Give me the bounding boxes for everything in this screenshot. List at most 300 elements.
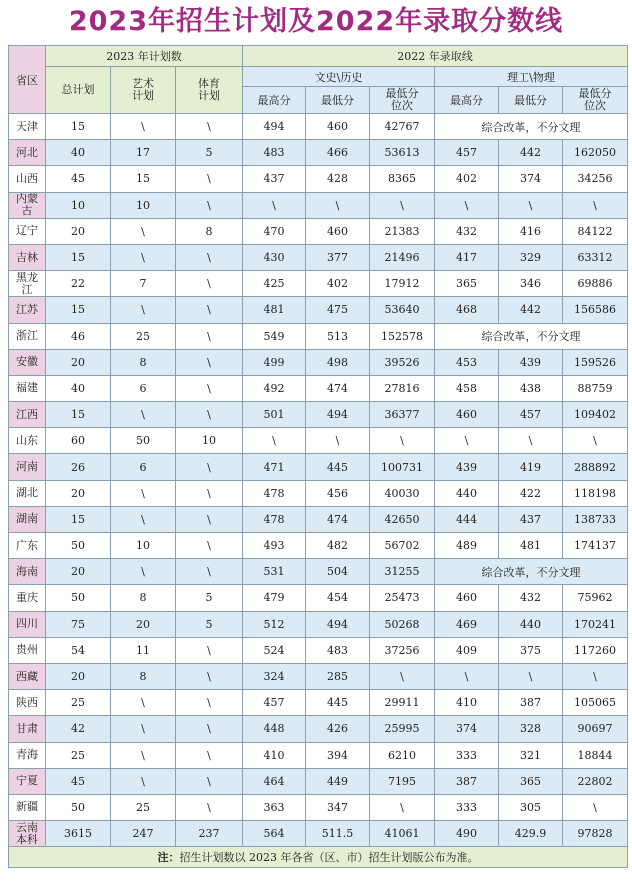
humanities-rank-cell: 37256 bbox=[370, 637, 435, 663]
sports-plan-cell: \ bbox=[176, 297, 243, 323]
science-rank-cell: 90697 bbox=[563, 716, 628, 742]
humanities-max-cell: 493 bbox=[243, 533, 306, 559]
science-max-cell: 374 bbox=[435, 716, 499, 742]
humanities-rank-cell: 42650 bbox=[370, 506, 435, 532]
humanities-rank-cell: 6210 bbox=[370, 742, 435, 768]
province-cell: 福建 bbox=[9, 375, 46, 401]
table-row bbox=[9, 297, 628, 323]
total-plan-cell: 46 bbox=[46, 323, 111, 349]
humanities-rank-cell: 7195 bbox=[370, 768, 435, 794]
province-cell: 安徽 bbox=[9, 349, 46, 375]
humanities-rank-cell: 27816 bbox=[370, 375, 435, 401]
science-max-cell: 432 bbox=[435, 218, 499, 244]
art-plan-cell: \ bbox=[111, 559, 176, 585]
province-cell: 海南 bbox=[9, 559, 46, 585]
table-row bbox=[9, 192, 628, 218]
humanities-min-cell: 460 bbox=[306, 114, 370, 140]
province-cell: 广东 bbox=[9, 533, 46, 559]
humanities-min-cell: 426 bbox=[306, 716, 370, 742]
table-row bbox=[9, 271, 628, 297]
table-row bbox=[9, 559, 628, 585]
science-min-cell: 438 bbox=[499, 375, 563, 401]
humanities-rank-cell: 25995 bbox=[370, 716, 435, 742]
sports-plan-cell: 5 bbox=[176, 585, 243, 611]
humanities-max-cell: 448 bbox=[243, 716, 306, 742]
total-plan-cell: 3615 bbox=[46, 821, 111, 847]
science-rank-cell: 156586 bbox=[563, 297, 628, 323]
humanities-rank-cell: 21496 bbox=[370, 244, 435, 270]
province-cell: 甘肃 bbox=[9, 716, 46, 742]
science-min-cell: 328 bbox=[499, 716, 563, 742]
science-min-cell: \ bbox=[499, 428, 563, 454]
sports-plan-cell: 5 bbox=[176, 611, 243, 637]
header-s-max: 最高分 bbox=[435, 87, 499, 114]
humanities-rank-cell: 100731 bbox=[370, 454, 435, 480]
science-rank-cell: 97828 bbox=[563, 821, 628, 847]
province-cell: 辽宁 bbox=[9, 218, 46, 244]
table-row bbox=[9, 821, 628, 847]
science-max-cell: 365 bbox=[435, 271, 499, 297]
table-row bbox=[9, 218, 628, 244]
art-plan-cell: \ bbox=[111, 506, 176, 532]
sports-plan-cell: \ bbox=[176, 480, 243, 506]
science-max-cell: \ bbox=[435, 663, 499, 689]
humanities-rank-cell: 56702 bbox=[370, 533, 435, 559]
total-plan-cell: 20 bbox=[46, 663, 111, 689]
art-plan-cell: 20 bbox=[111, 611, 176, 637]
humanities-rank-cell: 31255 bbox=[370, 559, 435, 585]
science-min-cell: 432 bbox=[499, 585, 563, 611]
total-plan-cell: 15 bbox=[46, 297, 111, 323]
humanities-max-cell: 410 bbox=[243, 742, 306, 768]
science-min-cell: 437 bbox=[499, 506, 563, 532]
humanities-max-cell: 425 bbox=[243, 271, 306, 297]
science-rank-cell: 69886 bbox=[563, 271, 628, 297]
humanities-min-cell: 494 bbox=[306, 611, 370, 637]
humanities-rank-cell: 40030 bbox=[370, 480, 435, 506]
humanities-min-cell: \ bbox=[306, 192, 370, 218]
table-row bbox=[9, 637, 628, 663]
science-min-cell: 375 bbox=[499, 637, 563, 663]
humanities-rank-cell: 41061 bbox=[370, 821, 435, 847]
sports-plan-cell: \ bbox=[176, 349, 243, 375]
total-plan-cell: 25 bbox=[46, 742, 111, 768]
art-plan-cell: \ bbox=[111, 716, 176, 742]
sports-plan-cell: \ bbox=[176, 244, 243, 270]
header-science: 理工\物理 bbox=[435, 67, 628, 87]
humanities-max-cell: 437 bbox=[243, 166, 306, 192]
science-min-cell: 457 bbox=[499, 402, 563, 428]
total-plan-cell: 22 bbox=[46, 271, 111, 297]
table-row bbox=[9, 402, 628, 428]
province-cell: 陕西 bbox=[9, 690, 46, 716]
total-plan-cell: 20 bbox=[46, 480, 111, 506]
sports-plan-cell: 5 bbox=[176, 140, 243, 166]
total-plan-cell: 26 bbox=[46, 454, 111, 480]
total-plan-cell: 50 bbox=[46, 533, 111, 559]
humanities-max-cell: 512 bbox=[243, 611, 306, 637]
header-total-plan: 总计划 bbox=[46, 67, 111, 114]
sports-plan-cell: \ bbox=[176, 506, 243, 532]
humanities-max-cell: 501 bbox=[243, 402, 306, 428]
header-s-rank bbox=[563, 87, 628, 114]
table-row bbox=[9, 611, 628, 637]
humanities-min-cell: 456 bbox=[306, 480, 370, 506]
art-plan-cell: 25 bbox=[111, 794, 176, 820]
sports-plan-cell: \ bbox=[176, 166, 243, 192]
humanities-rank-cell: \ bbox=[370, 192, 435, 218]
science-min-cell: 329 bbox=[499, 244, 563, 270]
humanities-rank-cell: 39526 bbox=[370, 349, 435, 375]
art-plan-cell: 6 bbox=[111, 375, 176, 401]
sports-plan-cell: 237 bbox=[176, 821, 243, 847]
total-plan-cell: 20 bbox=[46, 218, 111, 244]
science-rank-cell: \ bbox=[563, 663, 628, 689]
science-max-cell: 460 bbox=[435, 402, 499, 428]
province-cell: 湖南 bbox=[9, 506, 46, 532]
sports-plan-cell: 8 bbox=[176, 218, 243, 244]
humanities-min-cell: 454 bbox=[306, 585, 370, 611]
total-plan-cell: 25 bbox=[46, 690, 111, 716]
table-row bbox=[9, 768, 628, 794]
header-s-min: 最低分 bbox=[499, 87, 563, 114]
table-row bbox=[9, 454, 628, 480]
art-plan-cell: 6 bbox=[111, 454, 176, 480]
humanities-rank-cell: 50268 bbox=[370, 611, 435, 637]
header-art-plan-text: 艺术计划 bbox=[132, 77, 154, 102]
science-min-cell: 442 bbox=[499, 297, 563, 323]
art-plan-cell: 15 bbox=[111, 166, 176, 192]
footnote bbox=[9, 847, 628, 868]
science-max-cell: 469 bbox=[435, 611, 499, 637]
art-plan-cell: \ bbox=[111, 690, 176, 716]
science-max-cell: 439 bbox=[435, 454, 499, 480]
art-plan-cell: 8 bbox=[111, 349, 176, 375]
art-plan-cell: 8 bbox=[111, 585, 176, 611]
province-cell: 云南本科 bbox=[9, 821, 46, 847]
science-min-cell: 429.9 bbox=[499, 821, 563, 847]
humanities-min-cell: 394 bbox=[306, 742, 370, 768]
humanities-rank-cell: \ bbox=[370, 428, 435, 454]
sports-plan-cell: \ bbox=[176, 663, 243, 689]
humanities-max-cell: \ bbox=[243, 428, 306, 454]
science-rank-cell: 174137 bbox=[563, 533, 628, 559]
science-max-cell: 440 bbox=[435, 480, 499, 506]
sports-plan-cell: \ bbox=[176, 454, 243, 480]
humanities-rank-cell: 29911 bbox=[370, 690, 435, 716]
humanities-max-cell: 483 bbox=[243, 140, 306, 166]
art-plan-cell: 11 bbox=[111, 637, 176, 663]
total-plan-cell: 15 bbox=[46, 244, 111, 270]
humanities-max-cell: 457 bbox=[243, 690, 306, 716]
humanities-min-cell: 511.5 bbox=[306, 821, 370, 847]
humanities-max-cell: \ bbox=[243, 192, 306, 218]
province-cell: 河北 bbox=[9, 140, 46, 166]
humanities-min-cell: 498 bbox=[306, 349, 370, 375]
humanities-rank-cell: 21383 bbox=[370, 218, 435, 244]
page-title: 2023年招生计划及2022年录取分数线 bbox=[68, 6, 564, 37]
humanities-max-cell: 464 bbox=[243, 768, 306, 794]
science-max-cell: 417 bbox=[435, 244, 499, 270]
humanities-max-cell: 492 bbox=[243, 375, 306, 401]
science-max-cell: 453 bbox=[435, 349, 499, 375]
humanities-rank-cell: 53613 bbox=[370, 140, 435, 166]
table-row bbox=[9, 585, 628, 611]
table-row bbox=[9, 349, 628, 375]
header-h-rank-text: 最低分位次 bbox=[385, 87, 419, 112]
science-min-cell: 439 bbox=[499, 349, 563, 375]
science-max-cell: 402 bbox=[435, 166, 499, 192]
science-max-cell: 444 bbox=[435, 506, 499, 532]
sports-plan-cell: \ bbox=[176, 402, 243, 428]
sports-plan-cell: \ bbox=[176, 192, 243, 218]
total-plan-cell: 15 bbox=[46, 506, 111, 532]
science-min-cell: 440 bbox=[499, 611, 563, 637]
art-plan-cell: \ bbox=[111, 218, 176, 244]
humanities-min-cell: 460 bbox=[306, 218, 370, 244]
science-max-cell: 489 bbox=[435, 533, 499, 559]
art-plan-cell: 10 bbox=[111, 533, 176, 559]
total-plan-cell: 45 bbox=[46, 166, 111, 192]
science-rank-cell: 288892 bbox=[563, 454, 628, 480]
art-plan-cell: 10 bbox=[111, 192, 176, 218]
humanities-min-cell: 474 bbox=[306, 506, 370, 532]
humanities-rank-cell: \ bbox=[370, 794, 435, 820]
science-min-cell: 374 bbox=[499, 166, 563, 192]
humanities-min-cell: \ bbox=[306, 428, 370, 454]
art-plan-cell: \ bbox=[111, 480, 176, 506]
humanities-rank-cell: 152578 bbox=[370, 323, 435, 349]
sports-plan-cell: \ bbox=[176, 559, 243, 585]
science-rank-cell: 117260 bbox=[563, 637, 628, 663]
humanities-min-cell: 466 bbox=[306, 140, 370, 166]
science-note-cell: 综合改革，不分文理 bbox=[435, 114, 628, 140]
province-cell: 湖北 bbox=[9, 480, 46, 506]
province-cell: 贵州 bbox=[9, 637, 46, 663]
art-plan-cell: \ bbox=[111, 114, 176, 140]
science-max-cell: \ bbox=[435, 192, 499, 218]
table-row bbox=[9, 480, 628, 506]
science-rank-cell: 63312 bbox=[563, 244, 628, 270]
province-cell: 黑龙江 bbox=[9, 271, 46, 297]
art-plan-cell: 247 bbox=[111, 821, 176, 847]
science-note-cell: 综合改革，不分文理 bbox=[435, 559, 628, 585]
science-rank-cell: 138733 bbox=[563, 506, 628, 532]
total-plan-cell: 42 bbox=[46, 716, 111, 742]
humanities-max-cell: 470 bbox=[243, 218, 306, 244]
science-max-cell: 468 bbox=[435, 297, 499, 323]
sports-plan-cell: \ bbox=[176, 742, 243, 768]
art-plan-cell: \ bbox=[111, 402, 176, 428]
humanities-max-cell: 478 bbox=[243, 506, 306, 532]
humanities-min-cell: 347 bbox=[306, 794, 370, 820]
total-plan-cell: 50 bbox=[46, 585, 111, 611]
total-plan-cell: 60 bbox=[46, 428, 111, 454]
header-s-rank-text: 最低分位次 bbox=[578, 87, 612, 112]
science-rank-cell: 170241 bbox=[563, 611, 628, 637]
header-art-plan bbox=[111, 67, 176, 114]
humanities-min-cell: 504 bbox=[306, 559, 370, 585]
science-rank-cell: 22802 bbox=[563, 768, 628, 794]
art-plan-cell: \ bbox=[111, 244, 176, 270]
science-min-cell: 442 bbox=[499, 140, 563, 166]
header-sports-plan bbox=[176, 67, 243, 114]
science-rank-cell: 18844 bbox=[563, 742, 628, 768]
science-min-cell: \ bbox=[499, 192, 563, 218]
art-plan-cell: 50 bbox=[111, 428, 176, 454]
science-max-cell: 333 bbox=[435, 794, 499, 820]
header-plan-2023: 2023 年计划数 bbox=[46, 46, 243, 67]
sports-plan-cell: \ bbox=[176, 375, 243, 401]
sports-plan-cell: \ bbox=[176, 716, 243, 742]
total-plan-cell: 15 bbox=[46, 114, 111, 140]
sports-plan-cell: \ bbox=[176, 323, 243, 349]
province-cell: 宁夏 bbox=[9, 768, 46, 794]
table-row bbox=[9, 794, 628, 820]
humanities-max-cell: 564 bbox=[243, 821, 306, 847]
science-min-cell: 321 bbox=[499, 742, 563, 768]
province-cell: 重庆 bbox=[9, 585, 46, 611]
province-cell: 山西 bbox=[9, 166, 46, 192]
science-note-cell: 综合改革，不分文理 bbox=[435, 323, 628, 349]
sports-plan-cell: 10 bbox=[176, 428, 243, 454]
province-cell: 河南 bbox=[9, 454, 46, 480]
humanities-min-cell: 483 bbox=[306, 637, 370, 663]
province-cell: 新疆 bbox=[9, 794, 46, 820]
table-row bbox=[9, 742, 628, 768]
humanities-rank-cell: 36377 bbox=[370, 402, 435, 428]
sports-plan-cell: \ bbox=[176, 533, 243, 559]
footnote-text: 招生计划数以 2023 年各省（区、市）招生计划版公布为准。 bbox=[179, 851, 479, 865]
humanities-min-cell: 402 bbox=[306, 271, 370, 297]
total-plan-cell: 40 bbox=[46, 375, 111, 401]
science-min-cell: 481 bbox=[499, 533, 563, 559]
humanities-min-cell: 475 bbox=[306, 297, 370, 323]
humanities-max-cell: 531 bbox=[243, 559, 306, 585]
sports-plan-cell: \ bbox=[176, 114, 243, 140]
total-plan-cell: 10 bbox=[46, 192, 111, 218]
science-rank-cell: 162050 bbox=[563, 140, 628, 166]
table-row bbox=[9, 140, 628, 166]
table-row bbox=[9, 166, 628, 192]
science-rank-cell: 105065 bbox=[563, 690, 628, 716]
humanities-min-cell: 474 bbox=[306, 375, 370, 401]
humanities-max-cell: 479 bbox=[243, 585, 306, 611]
science-rank-cell: 109402 bbox=[563, 402, 628, 428]
science-min-cell: \ bbox=[499, 663, 563, 689]
header-humanities: 文史\历史 bbox=[243, 67, 435, 87]
humanities-max-cell: 524 bbox=[243, 637, 306, 663]
science-rank-cell: 75962 bbox=[563, 585, 628, 611]
science-rank-cell: 34256 bbox=[563, 166, 628, 192]
province-cell: 天津 bbox=[9, 114, 46, 140]
humanities-min-cell: 285 bbox=[306, 663, 370, 689]
province-cell: 西藏 bbox=[9, 663, 46, 689]
humanities-rank-cell: 53640 bbox=[370, 297, 435, 323]
science-max-cell: 387 bbox=[435, 768, 499, 794]
table-row bbox=[9, 533, 628, 559]
humanities-max-cell: 549 bbox=[243, 323, 306, 349]
humanities-max-cell: 494 bbox=[243, 114, 306, 140]
science-max-cell: 460 bbox=[435, 585, 499, 611]
sports-plan-cell: \ bbox=[176, 637, 243, 663]
science-rank-cell: 84122 bbox=[563, 218, 628, 244]
science-min-cell: 346 bbox=[499, 271, 563, 297]
sports-plan-cell: \ bbox=[176, 690, 243, 716]
science-max-cell: 490 bbox=[435, 821, 499, 847]
science-rank-cell: 159526 bbox=[563, 349, 628, 375]
total-plan-cell: 20 bbox=[46, 349, 111, 375]
total-plan-cell: 75 bbox=[46, 611, 111, 637]
humanities-min-cell: 449 bbox=[306, 768, 370, 794]
science-max-cell: 410 bbox=[435, 690, 499, 716]
table-row bbox=[9, 375, 628, 401]
table-row bbox=[9, 323, 628, 349]
total-plan-cell: 54 bbox=[46, 637, 111, 663]
art-plan-cell: 8 bbox=[111, 663, 176, 689]
total-plan-cell: 15 bbox=[46, 402, 111, 428]
art-plan-cell: \ bbox=[111, 297, 176, 323]
sports-plan-cell: \ bbox=[176, 768, 243, 794]
table-row bbox=[9, 690, 628, 716]
humanities-rank-cell: 25473 bbox=[370, 585, 435, 611]
admission-table bbox=[8, 45, 628, 868]
table-row bbox=[9, 114, 628, 140]
art-plan-cell: \ bbox=[111, 742, 176, 768]
science-min-cell: 365 bbox=[499, 768, 563, 794]
humanities-rank-cell: 42767 bbox=[370, 114, 435, 140]
science-rank-cell: \ bbox=[563, 428, 628, 454]
humanities-min-cell: 482 bbox=[306, 533, 370, 559]
province-cell: 江苏 bbox=[9, 297, 46, 323]
science-max-cell: 458 bbox=[435, 375, 499, 401]
province-cell: 浙江 bbox=[9, 323, 46, 349]
total-plan-cell: 45 bbox=[46, 768, 111, 794]
table-row bbox=[9, 506, 628, 532]
header-h-max: 最高分 bbox=[243, 87, 306, 114]
header-province: 省区 bbox=[9, 46, 46, 114]
header-h-min: 最低分 bbox=[306, 87, 370, 114]
science-max-cell: \ bbox=[435, 428, 499, 454]
province-cell: 江西 bbox=[9, 402, 46, 428]
humanities-max-cell: 324 bbox=[243, 663, 306, 689]
footnote-label: 注： bbox=[157, 851, 180, 865]
header-h-rank bbox=[370, 87, 435, 114]
science-min-cell: 419 bbox=[499, 454, 563, 480]
humanities-rank-cell: \ bbox=[370, 663, 435, 689]
humanities-max-cell: 478 bbox=[243, 480, 306, 506]
humanities-rank-cell: 17912 bbox=[370, 271, 435, 297]
science-min-cell: 416 bbox=[499, 218, 563, 244]
table-row bbox=[9, 428, 628, 454]
science-rank-cell: \ bbox=[563, 794, 628, 820]
science-min-cell: 422 bbox=[499, 480, 563, 506]
art-plan-cell: 25 bbox=[111, 323, 176, 349]
province-cell: 内蒙古 bbox=[9, 192, 46, 218]
humanities-min-cell: 494 bbox=[306, 402, 370, 428]
humanities-min-cell: 445 bbox=[306, 454, 370, 480]
humanities-min-cell: 513 bbox=[306, 323, 370, 349]
sports-plan-cell: \ bbox=[176, 271, 243, 297]
humanities-max-cell: 363 bbox=[243, 794, 306, 820]
humanities-max-cell: 499 bbox=[243, 349, 306, 375]
total-plan-cell: 40 bbox=[46, 140, 111, 166]
header-sports-plan-text: 体育计划 bbox=[198, 77, 220, 102]
science-rank-cell: 88759 bbox=[563, 375, 628, 401]
province-cell: 四川 bbox=[9, 611, 46, 637]
table-row bbox=[9, 716, 628, 742]
humanities-max-cell: 471 bbox=[243, 454, 306, 480]
